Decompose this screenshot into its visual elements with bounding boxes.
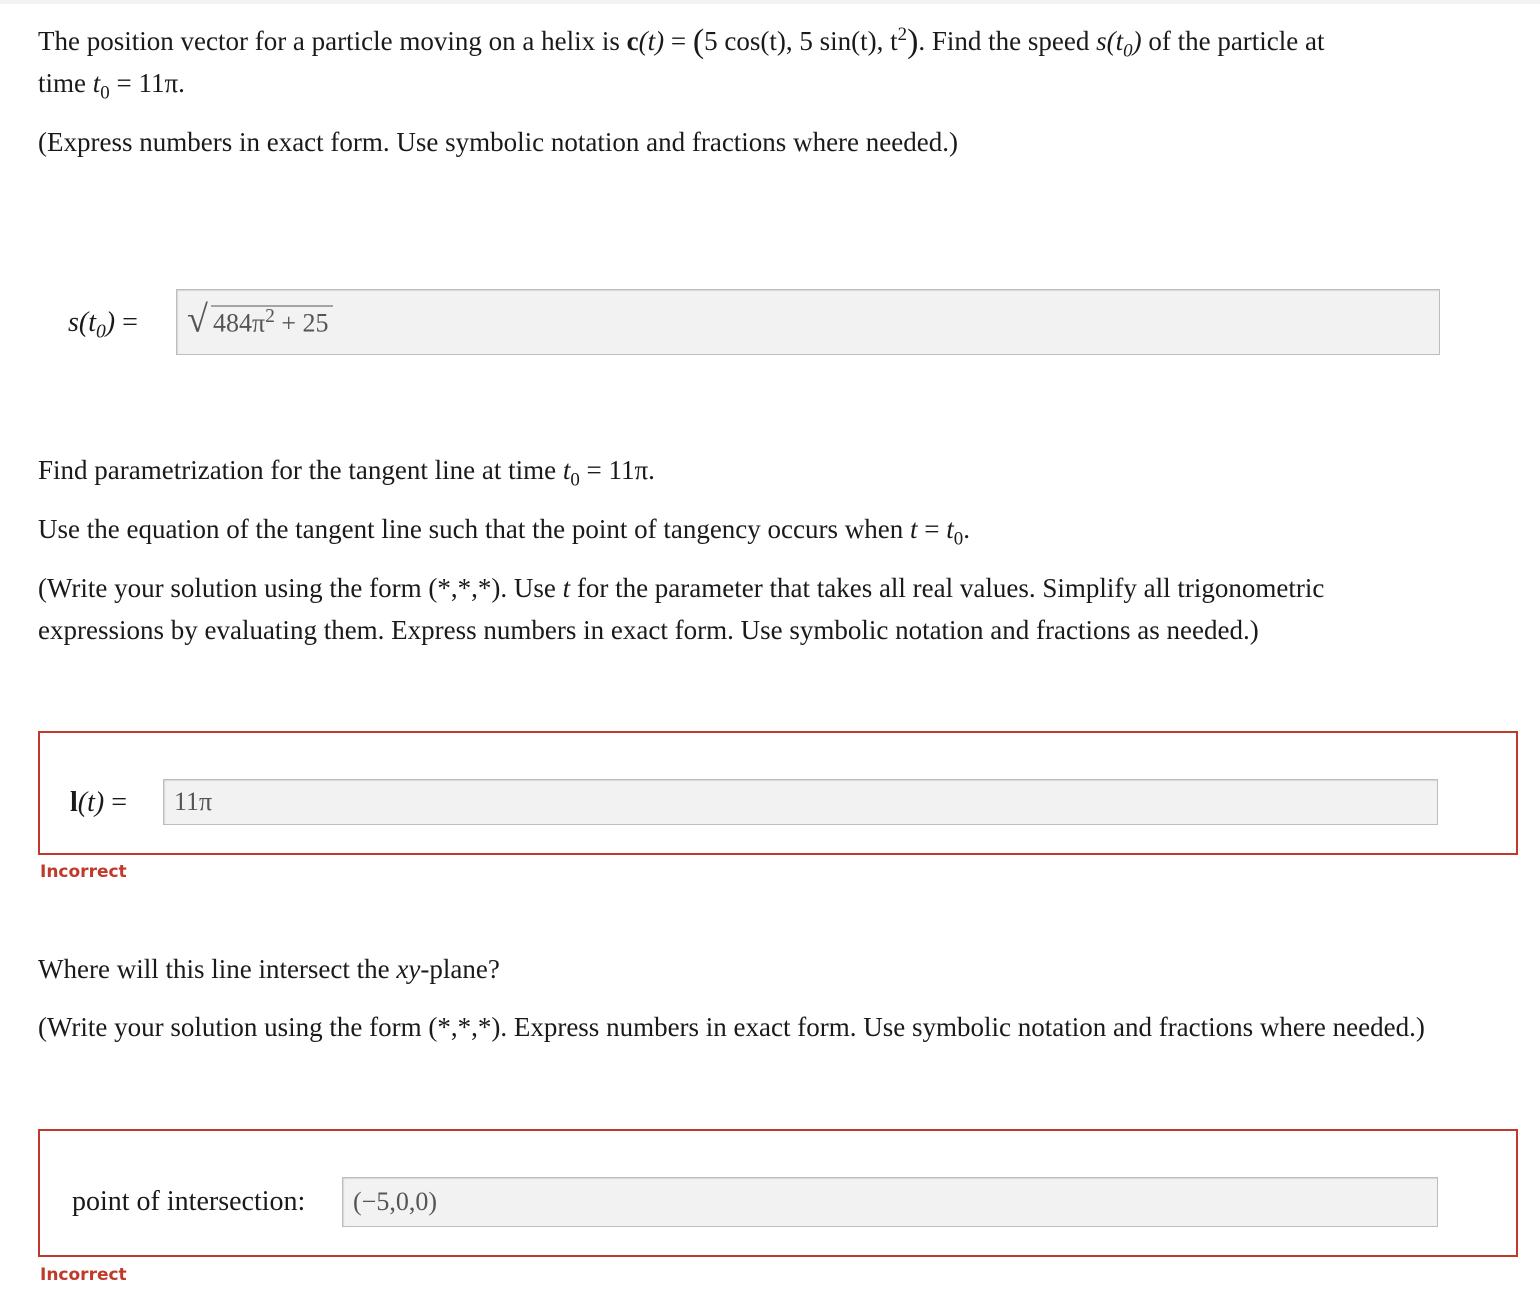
question1-line2: time $t_0 = 11\pi$.	[38, 68, 185, 104]
question2-line3: (Write your solution using the form (*,*,*). Use t for the parameter that takes all real values. Simplify all trigonometric	[38, 573, 1325, 603]
question2-line1: Find parametrization for the tangent line at time $t_0 = 11\pi$.	[38, 455, 655, 491]
question1-line1: The position vector for a particle moving on a helix is c(t) = (5 cos(t), 5 sin(t), $t^2$). Find the speed $s(t_0)$ of the particle at	[38, 23, 1325, 62]
question2-line2: Use the equation of the tangent line such that the point of tangency occurs when $t = t_0$.	[38, 514, 970, 550]
top-divider	[0, 0, 1540, 4]
intersection-label: point of intersection:	[72, 1186, 306, 1217]
tangent-line-label: l(t) =	[70, 787, 128, 818]
question2-line4: expressions by evaluating them. Express numbers in exact form. Use symbolic notation and fractions as needed.)	[38, 615, 1259, 645]
speed-answer-field[interactable]	[176, 289, 1440, 355]
question3-line1: Where will this line intersect the xy-plane?	[38, 954, 500, 984]
intersection-status: Incorrect	[40, 1265, 127, 1285]
question1-instructions: (Express numbers in exact form. Use symbolic notation and fractions where needed.)	[38, 127, 958, 157]
tangent-line-status: Incorrect	[40, 862, 127, 882]
speed-label: $s(t_0)$ =	[68, 307, 138, 343]
intersection-answer-field[interactable]: (−5,0,0)	[342, 1177, 1438, 1227]
radical-sign: √	[187, 298, 208, 341]
tangent-line-answer-field[interactable]: 11π	[163, 779, 1438, 825]
sqrt-expression: √ $484\pi^2 + 25$	[187, 306, 333, 339]
question3-line2: (Write your solution using the form (*,*,*). Express numbers in exact form. Use symbolic notation and fractions where needed.)	[38, 1012, 1425, 1042]
